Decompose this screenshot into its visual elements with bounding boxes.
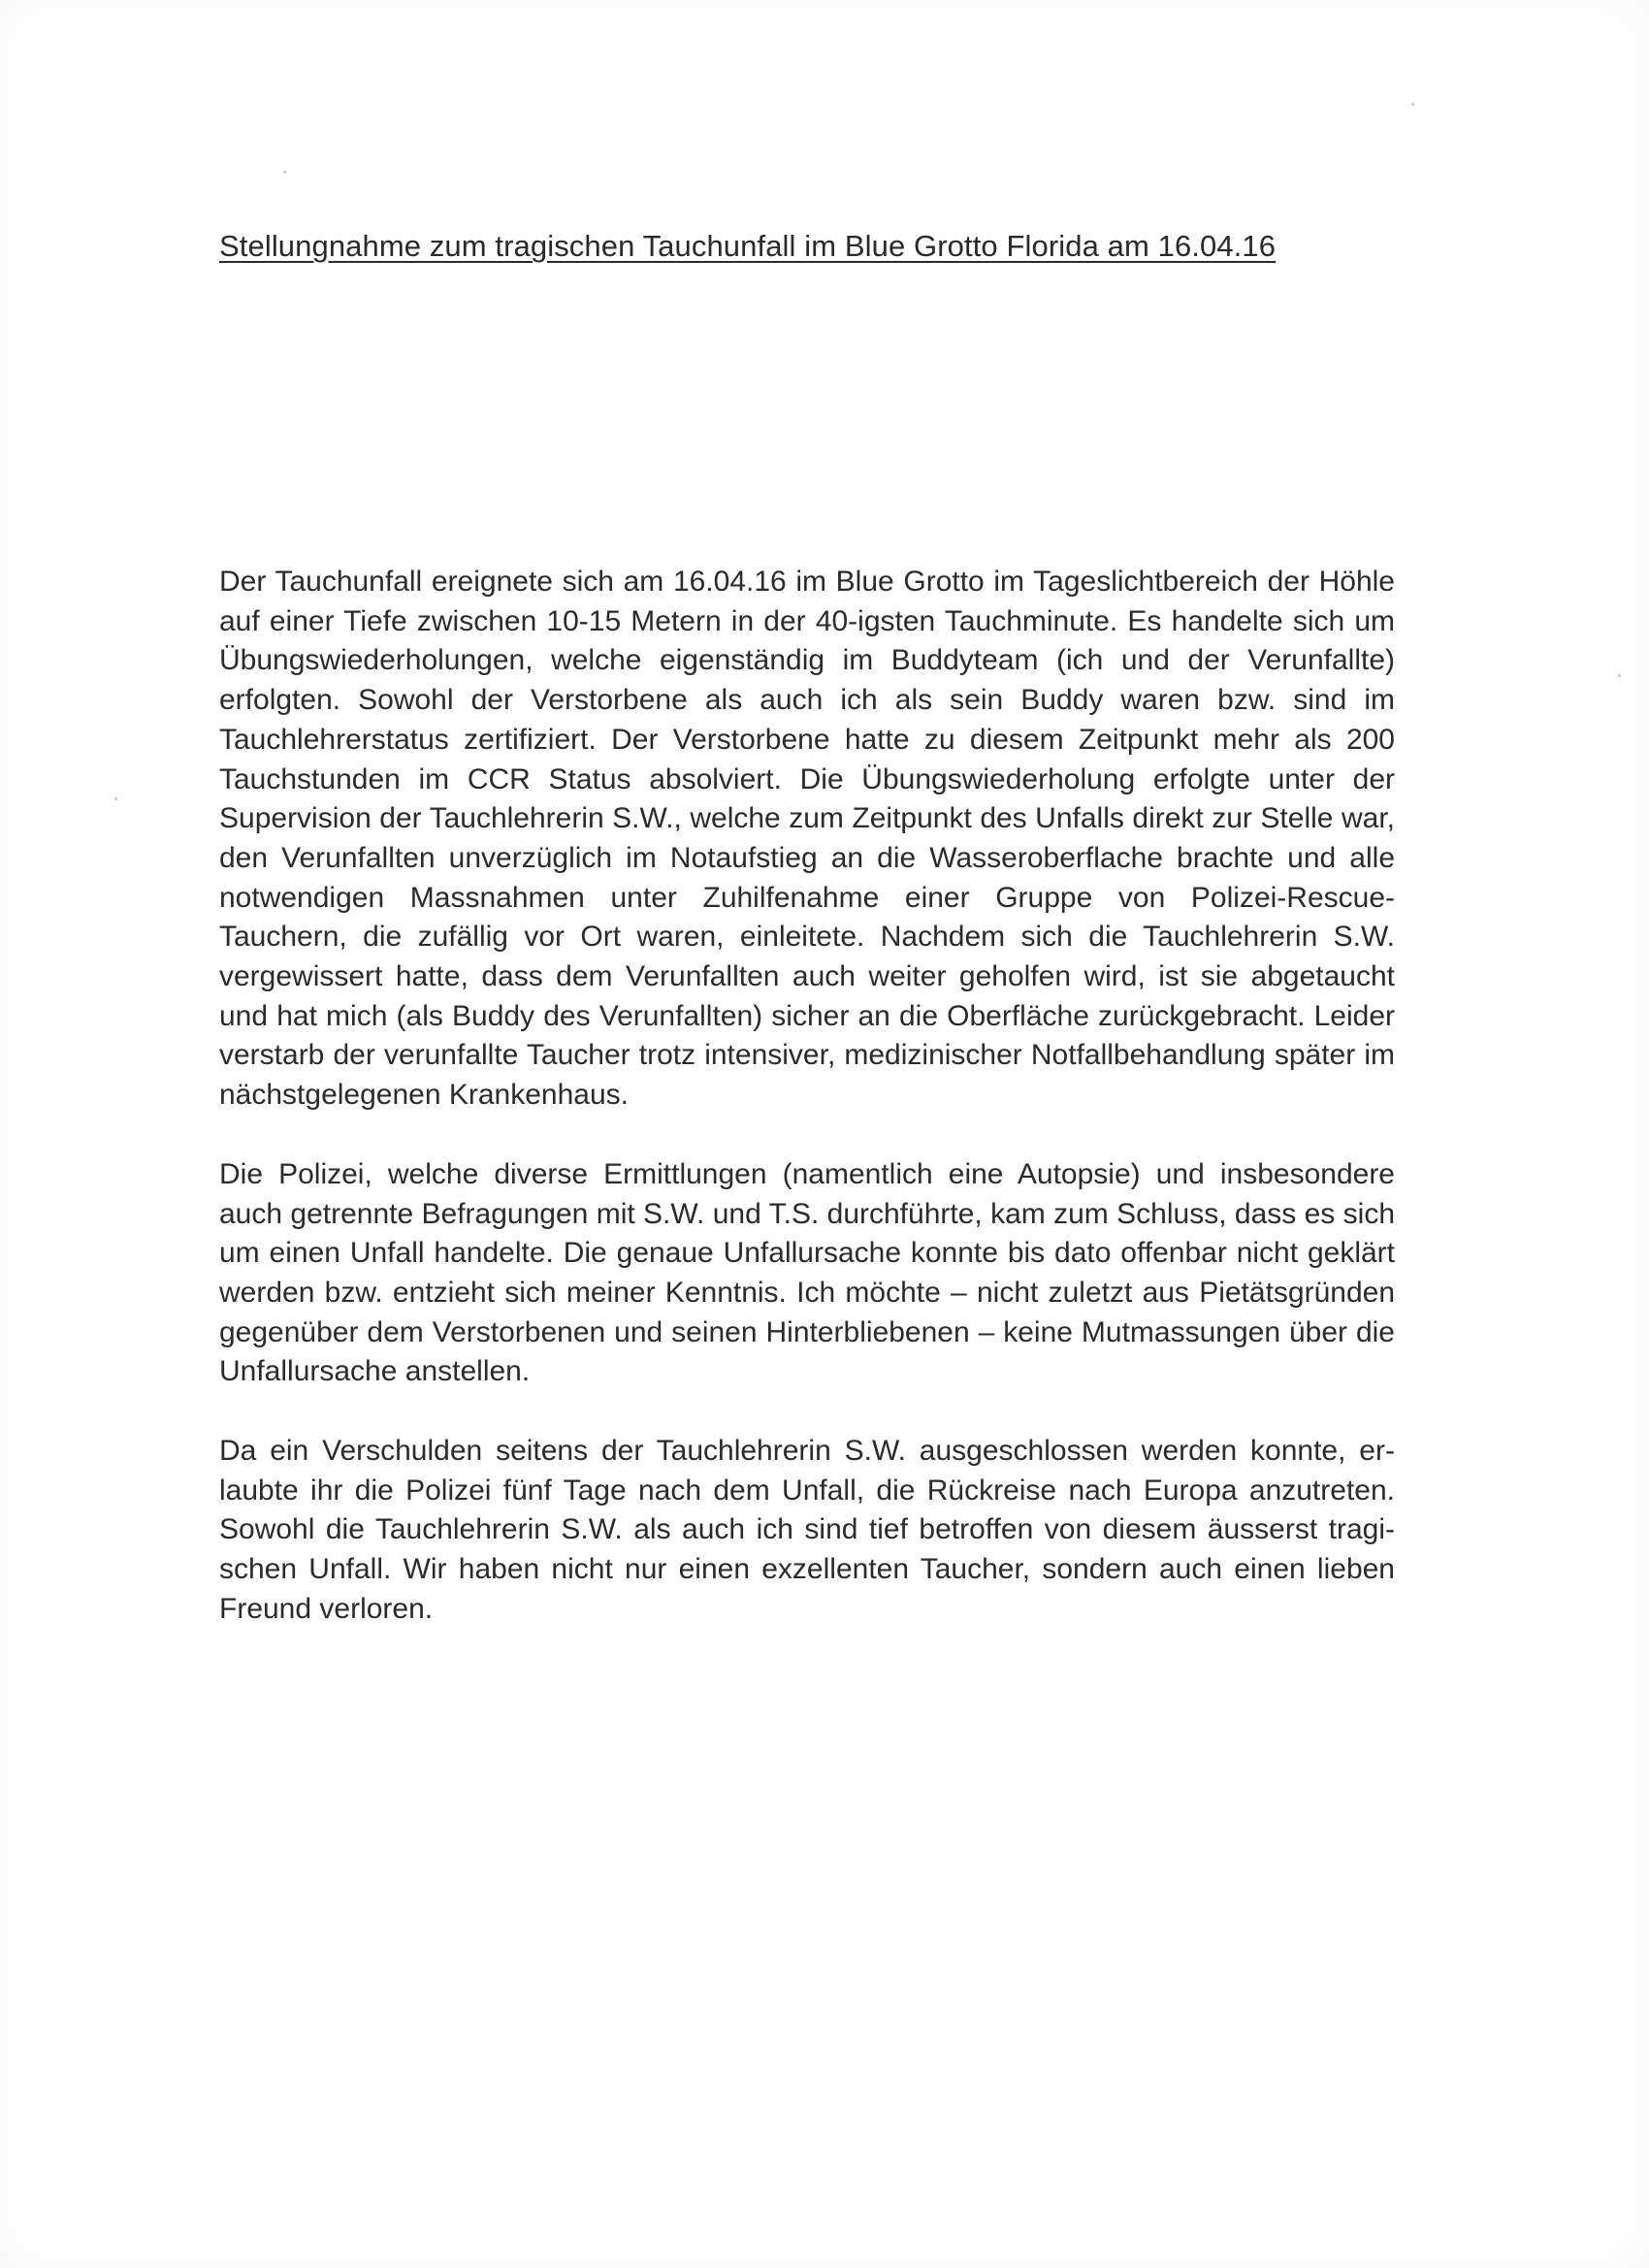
scan-speck [1618, 674, 1621, 677]
scan-speck [283, 171, 286, 174]
document-body [219, 563, 1395, 1669]
scan-speck [1411, 103, 1414, 106]
document-title: Stellungnahme zum tragischen Tauchunfall im Blue Grotto Florida am 16.04.16 [219, 229, 1277, 263]
scan-speck [114, 797, 117, 800]
paragraph-accident-description: Der Tauchunfall ereignete sich am 16.04.16 im Blue Grotto im Tageslichtbereich der Höhle auf einer Tiefe zwischen 10-15 Metern in der 40-igsten Tauchminute. Es handelte sich um Übungswiederholungen, welche eigenständig im Buddyteam (ich und der Verunfallte) erfolgten. Sowohl der Verstorbene als auch ich als sein Buddy waren bzw. sind im Tauchlehrerstatus zertifiziert. Der Verstorbene hatte zu diesem Zeitpunkt mehr als 200 Tauchstunden im CCR Status absolviert. Die Übungswiederholung erfolgte unter der Supervision der Tauchlehrerin S.W., welche zum Zeitpunkt des Unfalls direkt zur Stelle war, den Verunfallten unverzüglich im Notaufstieg an die Wasseroberflache brachte und alle notwendigen Massnahmen unter Zuhilfenahme einer Gruppe von Polizei-Rescue-Tauchern, die zufällig vor Ort waren, einleitete. Nachdem sich die Tauchlehrerin S.W. vergewissert hatte, dass dem Verunfallten auch weiter geholfen wird, ist sie abgetaucht und hat mich (als Buddy des Verunfallten) sicher an die Oberfläche zurückgebracht. Leider verstarb der verunfallte Taucher trotz intensiver, medizinischer Notfallbehandlung später im nächstgelegenen Krankenhaus. [219, 566, 1395, 1112]
paragraph-police-investigation: Die Polizei, welche diverse Ermittlungen (namentlich eine Autopsie) und insbesondere auch getrennte Befragungen mit S.W. und T.S. durchführte, kam zum Schluss, dass es sich um einen Unfall handelte. Die genaue Unfallursache konnte bis dato offenbar nicht geklärt werden bzw. entzieht sich meiner Kenntnis. Ich möchte – nicht zuletzt aus Pietätsgründen gegenüber dem Verstorbenen und seinen Hinterbliebenen – keine Mutmassungen über die Unfallursache anstellen. [219, 1157, 1395, 1388]
paragraph-closing: Da ein Verschulden seitens der Tauchlehrerin S.W. ausgeschlossen werden konnte, erlaubte ihr die Polizei fünf Tage nach dem Unfall, die Rückreise nach Europa anzutreten. Sowohl die Tauchlehrerin S.W. als auch ich sind tief betroffen von diesem äusserst tragischen Unfall. Wir haben nicht nur einen exzellenten Taucher, sondern auch einen lieben Freund verloren. [219, 1435, 1395, 1625]
